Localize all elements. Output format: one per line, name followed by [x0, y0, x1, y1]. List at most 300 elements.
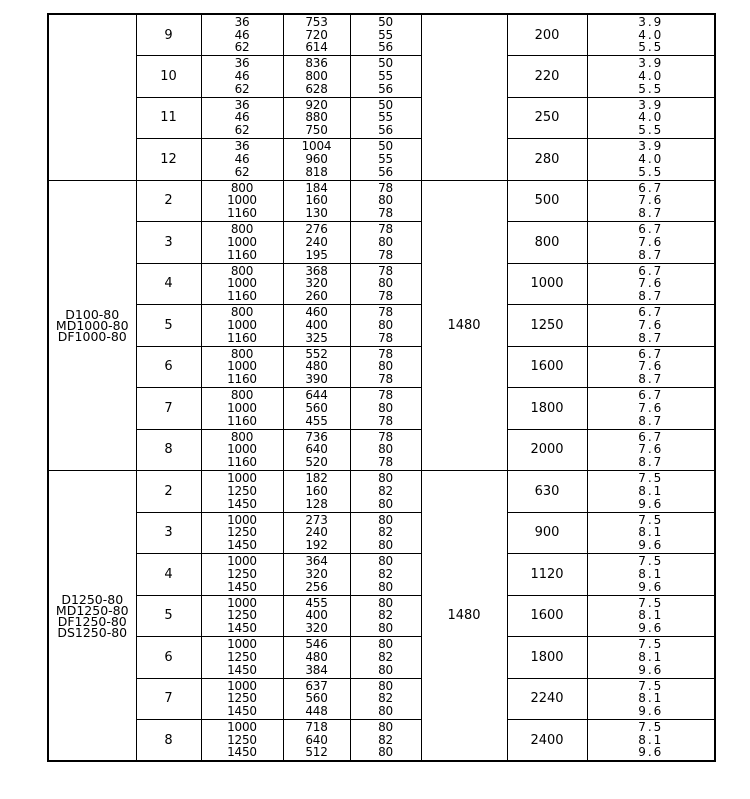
- eff-cell: [350, 429, 421, 471]
- head-value: 818: [305, 164, 328, 179]
- head-cell: [283, 222, 350, 264]
- flow-value: 1000: [227, 317, 257, 332]
- eff-cell: [350, 720, 421, 762]
- head-value: 128: [305, 496, 328, 511]
- npsh-value: 7.5: [638, 719, 664, 734]
- head-value: 753: [305, 14, 328, 29]
- head-value: 364: [305, 554, 328, 569]
- stage-cell: 4: [136, 554, 201, 596]
- stage-cell: 11: [136, 97, 201, 139]
- stage-cell: 8: [136, 429, 201, 471]
- head-value: 560: [305, 691, 328, 706]
- flow-cell: [201, 429, 283, 471]
- npsh-cell: [587, 429, 715, 471]
- npsh-value: 8.1: [638, 608, 664, 623]
- stage-cell: 6: [136, 637, 201, 679]
- head-value: 644: [305, 388, 328, 403]
- pump-spec-table: [47, 13, 716, 762]
- table-row: [48, 471, 715, 513]
- flow-cell: [201, 346, 283, 388]
- flow-value: 1250: [227, 566, 257, 581]
- eff-value: 78: [378, 247, 393, 262]
- head-value: 276: [305, 222, 328, 237]
- table-row: [48, 14, 715, 56]
- stage-cell: 3: [136, 222, 201, 264]
- model-name: DS1250-80: [57, 624, 128, 640]
- head-value: 800: [305, 68, 328, 83]
- eff-value: 80: [378, 579, 393, 594]
- eff-value: 55: [378, 151, 393, 166]
- eff-value: 55: [378, 110, 393, 125]
- head-value: 512: [305, 745, 328, 760]
- eff-value: 55: [378, 27, 393, 42]
- head-value: 400: [305, 317, 328, 332]
- table-row: [48, 139, 715, 181]
- head-value: 750: [305, 123, 328, 138]
- model-name: D100-80: [65, 306, 120, 322]
- eff-value: 50: [378, 97, 393, 112]
- table-row: [48, 56, 715, 98]
- model-name: MD1000-80: [55, 317, 129, 333]
- eff-value: 80: [378, 496, 393, 511]
- npsh-value: 7.5: [638, 637, 664, 652]
- eff-cell: [350, 346, 421, 388]
- power-cell: 630: [507, 471, 587, 513]
- flow-cell: [201, 14, 283, 56]
- head-value: 460: [305, 305, 328, 320]
- eff-value: 78: [378, 180, 393, 195]
- eff-value: 78: [378, 413, 393, 428]
- flow-value: 36: [234, 56, 250, 71]
- head-cell: [283, 678, 350, 720]
- eff-value: 80: [378, 621, 393, 636]
- power-cell: 1120: [507, 554, 587, 596]
- head-value: 325: [305, 330, 328, 345]
- flow-cell: [201, 263, 283, 305]
- flow-value: 1000: [227, 512, 257, 527]
- flow-value: 36: [234, 139, 250, 154]
- head-value: 320: [305, 621, 328, 636]
- head-value: 320: [305, 276, 328, 291]
- npsh-value: 8.7: [638, 455, 664, 470]
- head-cell: [283, 56, 350, 98]
- eff-value: 82: [378, 732, 393, 747]
- flow-value: 1250: [227, 691, 257, 706]
- npsh-value: 6.7: [638, 346, 664, 361]
- power-cell: 2000: [507, 429, 587, 471]
- npsh-value: 8.1: [638, 732, 664, 747]
- head-cell: [283, 14, 350, 56]
- flow-cell: [201, 97, 283, 139]
- head-cell: [283, 139, 350, 181]
- head-cell: [283, 512, 350, 554]
- npsh-cell: [587, 305, 715, 347]
- eff-cell: [350, 678, 421, 720]
- head-value: 920: [305, 97, 328, 112]
- head-value: 390: [305, 372, 328, 387]
- stage-cell: 8: [136, 720, 201, 762]
- eff-value: 80: [378, 400, 393, 415]
- npsh-cell: [587, 678, 715, 720]
- stage-cell: 12: [136, 139, 201, 181]
- power-cell: 900: [507, 512, 587, 554]
- npsh-value: 7.6: [638, 400, 664, 415]
- npsh-value: 6.7: [638, 305, 664, 320]
- eff-value: 80: [378, 719, 393, 734]
- eff-value: 78: [378, 455, 393, 470]
- eff-value: 78: [378, 330, 393, 345]
- head-value: 960: [305, 151, 328, 166]
- head-value: 195: [305, 247, 328, 262]
- head-value: 240: [305, 525, 328, 540]
- head-value: 400: [305, 608, 328, 623]
- head-value: 192: [305, 538, 328, 553]
- npsh-value: 9.6: [638, 621, 664, 636]
- head-value: 130: [305, 206, 328, 221]
- eff-value: 80: [378, 538, 393, 553]
- stage-cell: 7: [136, 388, 201, 430]
- npsh-value: 5.5: [638, 40, 664, 55]
- npsh-value: 3.9: [638, 56, 664, 71]
- npsh-cell: [587, 554, 715, 596]
- eff-value: 80: [378, 442, 393, 457]
- flow-value: 1160: [227, 289, 257, 304]
- power-cell: 1600: [507, 595, 587, 637]
- flow-value: 1450: [227, 662, 257, 677]
- eff-value: 80: [378, 662, 393, 677]
- eff-value: 80: [378, 471, 393, 486]
- flow-cell: [201, 678, 283, 720]
- head-cell: [283, 720, 350, 762]
- flow-value: 62: [234, 164, 250, 179]
- eff-cell: [350, 554, 421, 596]
- flow-cell: [201, 512, 283, 554]
- flow-value: 1000: [227, 637, 257, 652]
- npsh-value: 7.6: [638, 276, 664, 291]
- eff-value: 80: [378, 276, 393, 291]
- stage-cell: 4: [136, 263, 201, 305]
- eff-cell: [350, 222, 421, 264]
- head-value: 836: [305, 56, 328, 71]
- stage-cell: 9: [136, 14, 201, 56]
- eff-value: 56: [378, 123, 393, 138]
- npsh-cell: [587, 263, 715, 305]
- eff-value: 56: [378, 40, 393, 55]
- flow-value: 1250: [227, 608, 257, 623]
- flow-cell: [201, 595, 283, 637]
- head-cell: [283, 595, 350, 637]
- power-cell: 220: [507, 56, 587, 98]
- npsh-value: 8.7: [638, 413, 664, 428]
- eff-value: 80: [378, 359, 393, 374]
- npsh-value: 7.6: [638, 442, 664, 457]
- table-row: [48, 512, 715, 554]
- eff-value: 50: [378, 139, 393, 154]
- eff-value: 78: [378, 346, 393, 361]
- flow-value: 1160: [227, 372, 257, 387]
- head-value: 1004: [301, 139, 332, 154]
- eff-value: 80: [378, 512, 393, 527]
- flow-cell: [201, 554, 283, 596]
- table-row: [48, 678, 715, 720]
- npsh-value: 9.6: [638, 538, 664, 553]
- model-name: DF1250-80: [57, 613, 127, 629]
- flow-value: 1450: [227, 621, 257, 636]
- npsh-value: 7.5: [638, 512, 664, 527]
- npsh-cell: [587, 512, 715, 554]
- head-cell: [283, 180, 350, 222]
- npsh-value: 6.7: [638, 429, 664, 444]
- npsh-value: 8.1: [638, 566, 664, 581]
- npsh-value: 8.7: [638, 372, 664, 387]
- model-name: DF1000-80: [57, 328, 127, 344]
- npsh-value: 7.6: [638, 193, 664, 208]
- head-cell: [283, 554, 350, 596]
- stage-cell: 5: [136, 595, 201, 637]
- power-cell: 2240: [507, 678, 587, 720]
- flow-cell: [201, 56, 283, 98]
- table-row: [48, 720, 715, 762]
- power-cell: 1800: [507, 637, 587, 679]
- head-value: 614: [305, 40, 328, 55]
- head-value: 720: [305, 27, 328, 42]
- head-value: 736: [305, 429, 328, 444]
- flow-value: 1000: [227, 234, 257, 249]
- head-value: 552: [305, 346, 328, 361]
- head-value: 640: [305, 442, 328, 457]
- head-cell: [283, 346, 350, 388]
- head-value: 560: [305, 400, 328, 415]
- flow-value: 1160: [227, 413, 257, 428]
- npsh-cell: [587, 471, 715, 513]
- table-row: [48, 263, 715, 305]
- npsh-value: 5.5: [638, 123, 664, 138]
- eff-value: 80: [378, 317, 393, 332]
- table-row: [48, 429, 715, 471]
- eff-value: 82: [378, 649, 393, 664]
- eff-value: 78: [378, 206, 393, 221]
- npsh-cell: [587, 180, 715, 222]
- flow-value: 62: [234, 81, 250, 96]
- head-cell: [283, 263, 350, 305]
- npsh-value: 7.5: [638, 471, 664, 486]
- head-value: 637: [305, 678, 328, 693]
- npsh-value: 9.6: [638, 745, 664, 760]
- flow-value: 800: [230, 222, 254, 237]
- head-value: 384: [305, 662, 328, 677]
- head-value: 480: [305, 649, 328, 664]
- flow-cell: [201, 388, 283, 430]
- stage-cell: 7: [136, 678, 201, 720]
- power-cell: 1000: [507, 263, 587, 305]
- flow-value: 800: [230, 388, 254, 403]
- speed-cell: 1480: [421, 471, 507, 762]
- eff-cell: [350, 305, 421, 347]
- head-value: 455: [305, 413, 328, 428]
- table-row: [48, 180, 715, 222]
- eff-cell: [350, 180, 421, 222]
- npsh-value: 9.6: [638, 704, 664, 719]
- flow-value: 1450: [227, 496, 257, 511]
- eff-value: 50: [378, 56, 393, 71]
- eff-value: 80: [378, 745, 393, 760]
- flow-value: 1000: [227, 400, 257, 415]
- head-value: 640: [305, 732, 328, 747]
- flow-value: 1000: [227, 193, 257, 208]
- head-value: 182: [305, 471, 328, 486]
- flow-value: 46: [234, 27, 250, 42]
- table-row: [48, 305, 715, 347]
- flow-value: 62: [234, 123, 250, 138]
- npsh-value: 8.7: [638, 330, 664, 345]
- table-row: [48, 97, 715, 139]
- flow-value: 36: [234, 97, 250, 112]
- head-value: 480: [305, 359, 328, 374]
- npsh-cell: [587, 56, 715, 98]
- npsh-cell: [587, 346, 715, 388]
- flow-value: 1000: [227, 595, 257, 610]
- head-value: 520: [305, 455, 328, 470]
- npsh-value: 8.1: [638, 691, 664, 706]
- npsh-value: 8.1: [638, 483, 664, 498]
- flow-cell: [201, 720, 283, 762]
- npsh-value: 5.5: [638, 164, 664, 179]
- power-cell: 250: [507, 97, 587, 139]
- stage-cell: 2: [136, 471, 201, 513]
- head-value: 718: [305, 719, 328, 734]
- npsh-value: 7.5: [638, 678, 664, 693]
- eff-value: 78: [378, 222, 393, 237]
- flow-value: 1000: [227, 471, 257, 486]
- npsh-value: 6.7: [638, 263, 664, 278]
- flow-value: 1000: [227, 678, 257, 693]
- head-cell: [283, 97, 350, 139]
- flow-value: 1250: [227, 649, 257, 664]
- flow-value: 46: [234, 151, 250, 166]
- npsh-cell: [587, 595, 715, 637]
- flow-value: 1160: [227, 455, 257, 470]
- head-value: 240: [305, 234, 328, 249]
- npsh-value: 4.0: [638, 68, 664, 83]
- flow-cell: [201, 471, 283, 513]
- flow-value: 1160: [227, 330, 257, 345]
- power-cell: 1800: [507, 388, 587, 430]
- npsh-cell: [587, 388, 715, 430]
- flow-value: 1000: [227, 276, 257, 291]
- model-name: MD1250-80: [55, 602, 129, 618]
- eff-cell: [350, 14, 421, 56]
- npsh-value: 9.6: [638, 662, 664, 677]
- eff-cell: [350, 388, 421, 430]
- head-value: 368: [305, 263, 328, 278]
- flow-value: 1450: [227, 579, 257, 594]
- power-cell: 280: [507, 139, 587, 181]
- flow-value: 800: [230, 429, 254, 444]
- eff-cell: [350, 139, 421, 181]
- flow-value: 1450: [227, 704, 257, 719]
- table-row: [48, 637, 715, 679]
- eff-value: 78: [378, 372, 393, 387]
- npsh-value: 8.7: [638, 206, 664, 221]
- head-value: 256: [305, 579, 328, 594]
- head-value: 455: [305, 595, 328, 610]
- power-cell: 800: [507, 222, 587, 264]
- flow-value: 1160: [227, 206, 257, 221]
- eff-value: 82: [378, 608, 393, 623]
- table-row: [48, 222, 715, 264]
- eff-value: 82: [378, 483, 393, 498]
- flow-value: 36: [234, 14, 250, 29]
- head-value: 880: [305, 110, 328, 125]
- npsh-value: 4.0: [638, 151, 664, 166]
- eff-value: 78: [378, 388, 393, 403]
- npsh-value: 4.0: [638, 110, 664, 125]
- npsh-cell: [587, 14, 715, 56]
- flow-value: 1450: [227, 538, 257, 553]
- flow-value: 800: [230, 180, 254, 195]
- eff-value: 82: [378, 566, 393, 581]
- power-cell: 500: [507, 180, 587, 222]
- head-value: 273: [305, 512, 328, 527]
- npsh-cell: [587, 720, 715, 762]
- npsh-value: 9.6: [638, 579, 664, 594]
- model-cell: [48, 14, 136, 180]
- npsh-value: 8.7: [638, 289, 664, 304]
- npsh-value: 7.6: [638, 234, 664, 249]
- model-name: D1250-80: [61, 591, 124, 607]
- npsh-cell: [587, 637, 715, 679]
- table-row: [48, 388, 715, 430]
- flow-value: 1000: [227, 359, 257, 374]
- flow-value: 1160: [227, 247, 257, 262]
- speed-cell: 1480: [421, 180, 507, 471]
- head-value: 546: [305, 637, 328, 652]
- npsh-value: 7.5: [638, 554, 664, 569]
- table-row: [48, 595, 715, 637]
- npsh-value: 8.7: [638, 247, 664, 262]
- eff-value: 56: [378, 164, 393, 179]
- head-cell: [283, 388, 350, 430]
- eff-value: 80: [378, 234, 393, 249]
- head-value: 260: [305, 289, 328, 304]
- npsh-value: 7.5: [638, 595, 664, 610]
- flow-cell: [201, 305, 283, 347]
- flow-value: 1250: [227, 483, 257, 498]
- power-cell: 2400: [507, 720, 587, 762]
- npsh-value: 8.1: [638, 649, 664, 664]
- flow-value: 1250: [227, 732, 257, 747]
- npsh-value: 3.9: [638, 97, 664, 112]
- eff-cell: [350, 637, 421, 679]
- eff-cell: [350, 263, 421, 305]
- npsh-value: 8.1: [638, 525, 664, 540]
- eff-value: 80: [378, 704, 393, 719]
- npsh-value: 6.7: [638, 388, 664, 403]
- eff-value: 82: [378, 525, 393, 540]
- flow-value: 1000: [227, 554, 257, 569]
- npsh-value: 7.6: [638, 359, 664, 374]
- table-row: [48, 346, 715, 388]
- eff-cell: [350, 512, 421, 554]
- model-cell: [48, 180, 136, 471]
- flow-cell: [201, 180, 283, 222]
- flow-value: 1250: [227, 525, 257, 540]
- eff-value: 56: [378, 81, 393, 96]
- eff-value: 78: [378, 305, 393, 320]
- head-cell: [283, 305, 350, 347]
- eff-value: 80: [378, 193, 393, 208]
- eff-value: 78: [378, 289, 393, 304]
